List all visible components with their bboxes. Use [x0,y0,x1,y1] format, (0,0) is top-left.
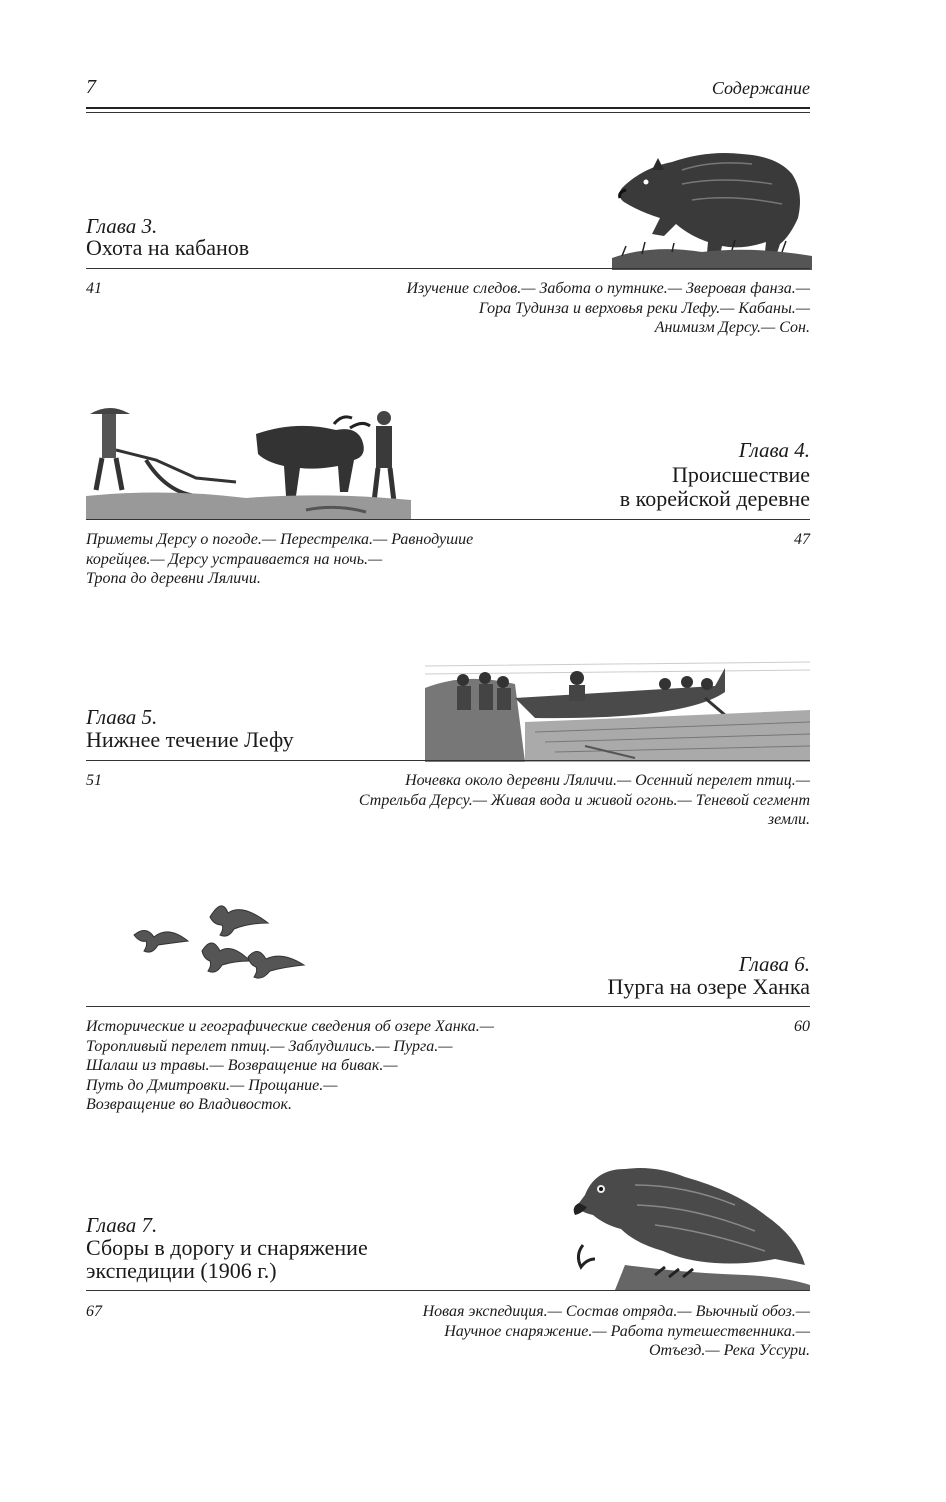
chapter-4-rule [86,519,810,520]
chapter-6-page-number: 60 [794,1018,810,1035]
chapter-5-summary: Ночевка около деревни Ляличи.— Осенний перелет птиц.— Стрельба Дерсу.— Живая вода и живой огонь.— Теневой сегмент земли. [358,772,810,828]
chapter-4-title-line-1: Происшествие [672,462,810,487]
chapter-4-summary: Приметы Дерсу о погоде.— Перестрелка.— Равнодушие корейцев.— Дерсу устраивается на ночь.— Тропа до деревни Ляличи. [86,531,474,587]
chapter-6-title: Пурга на озере Ханка [607,974,810,999]
wild-boar-illustration [612,140,812,270]
chapter-4-title-line-2: в корейской деревне [619,486,810,511]
chapter-7-summary: Новая экспедиция.— Состав отряда.— Вьючный обоз.— Научное снаряжение.— Работа путешественника.— Отъезд.— Река Уссури. [422,1303,810,1359]
flying-birds-illustration [132,895,307,987]
running-header: Содержание [711,78,810,98]
chapter-3-label: Глава 3. [86,214,158,238]
header-rule-top [86,107,810,109]
hawk-illustration [565,1155,810,1290]
chapter-5-title: Нижнее течение Лефу [86,727,294,752]
chapter-4-label: Глава 4. [738,438,810,462]
ox-plough-illustration [86,400,411,520]
chapter-5-page-number: 51 [86,772,102,789]
chapter-5-label: Глава 5. [86,705,158,729]
chapter-7-label: Глава 7. [86,1213,158,1237]
chapter-3-title: Охота на кабанов [86,235,250,260]
header-rule-bottom [86,112,810,113]
chapter-5-rule [86,760,810,761]
chapter-7-title-line-1: Сборы в дорогу и снаряжение [86,1235,368,1260]
page-number: 7 [86,76,96,98]
boat-people-illustration [425,658,810,762]
chapter-3-summary: Изучение следов.— Забота о путнике.— Зверовая фанза.— Гора Тудинза и верховья реки Лефу.— Кабаны.— Анимизм Дерсу.— Сон. [406,280,810,336]
chapter-3-rule [86,268,810,269]
chapter-7-title-line-2: экспедиции (1906 г.) [86,1258,277,1283]
chapter-6-label: Глава 6. [738,952,810,976]
chapter-7-rule [86,1290,810,1291]
chapter-7-page-number: 67 [86,1303,102,1320]
chapter-4-page-number: 47 [794,531,810,548]
chapter-6-summary: Исторические и географические сведения об озере Ханка.— Торопливый перелет птиц.— Заблудились.— Пурга.— Шалаш из травы.— Возвращение на бивак.— Путь до Дмитровки.— Прощание.— Возвращение во Владивосток. [86,1018,494,1113]
chapter-6-rule [86,1006,810,1007]
chapter-3-page-number: 41 [86,280,102,297]
